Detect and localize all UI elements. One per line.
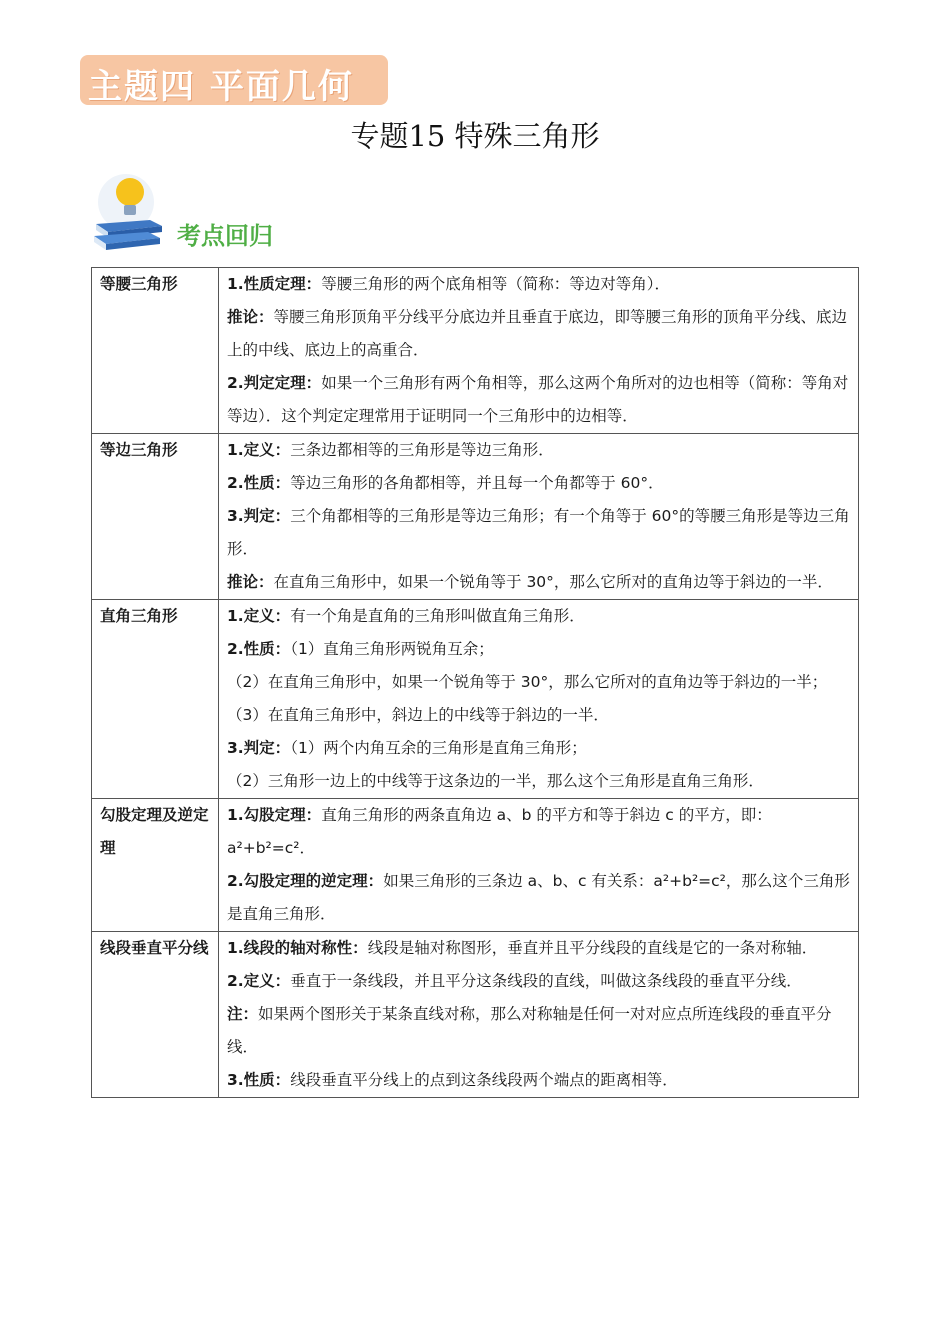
content-cell (219, 268, 859, 434)
list-item: （3）在直角三角形中，斜边上的中线等于斜边的一半． (227, 706, 609, 724)
list-item: 1.性质定理：等腰三角形的两个底角相等（简称：等边对等角）． (227, 275, 670, 293)
table-row (92, 799, 859, 932)
list-item: 2.定义：垂直于一条线段，并且平分这条线段的直线，叫做这条线段的垂直平分线． (227, 972, 802, 990)
list-item: 2.判定定理：如果一个三角形有两个角相等，那么这两个角所对的边也相等（简称：等角对等边）．这个判定定理常用于证明同一个三角形中的边相等． (227, 374, 849, 425)
list-item: 推论：等腰三角形顶角平分线平分底边并且垂直于底边，即等腰三角形的顶角平分线、底边上的中线、底边上的高重合． (227, 308, 848, 359)
table-row (92, 268, 859, 434)
topic-banner-text: 主题四 平面几何 (88, 67, 354, 107)
list-item: 注：如果两个图形关于某条直线对称，那么对称轴是任何一对对应点所连线段的垂直平分线． (227, 1005, 832, 1056)
list-item: （2）在直角三角形中，如果一个锐角等于 30°，那么它所对的直角边等于斜边的一半； (227, 673, 828, 691)
list-item: 1.定义：三条边都相等的三角形是等边三角形． (227, 441, 554, 459)
lightbulb-books-icon (90, 172, 170, 256)
list-item: 1.定义：有一个角是直角的三角形叫做直角三角形． (227, 607, 585, 625)
category-cell: 直角三角形 (92, 600, 219, 799)
content-cell (219, 799, 859, 932)
list-item: 3.性质：线段垂直平分线上的点到这条线段两个端点的距离相等． (227, 1071, 678, 1089)
content-cell (219, 932, 859, 1098)
category-cell: 勾股定理及逆定理 (92, 799, 219, 932)
table-row (92, 932, 859, 1098)
category-cell: 等边三角形 (92, 434, 219, 600)
section-label: 考点回归 (177, 222, 273, 250)
list-item: （2）三角形一边上的中线等于这条边的一半，那么这个三角形是直角三角形． (227, 772, 764, 790)
list-item: 推论：在直角三角形中，如果一个锐角等于 30°，那么它所对的直角边等于斜边的一半． (227, 573, 833, 591)
table-row (92, 600, 859, 799)
list-item: 2.性质：（1）直角三角形两锐角互余； (227, 640, 494, 658)
page-title: 专题15 特殊三角形 (350, 119, 600, 153)
list-item: 3.判定：三个角都相等的三角形是等边三角形；有一个角等于 60°的等腰三角形是等边三角形． (227, 507, 850, 558)
content-cell (219, 434, 859, 600)
category-cell: 等腰三角形 (92, 268, 219, 434)
list-item: 2.勾股定理的逆定理：如果三角形的三条边 a、b、c 有关系：a²+b²=c²，那么这个三角形是直角三角形． (227, 872, 850, 923)
list-item: 1.勾股定理：直角三角形的两条直角边 a、b 的平方和等于斜边 c 的平方，即：a²+b²=c²． (227, 806, 772, 857)
list-item: 2.性质：等边三角形的各角都相等，并且每一个角都等于 60°． (227, 474, 664, 492)
topic-banner (80, 55, 388, 105)
list-item: 3.判定：（1）两个内角互余的三角形是直角三角形； (227, 739, 587, 757)
content-cell (219, 600, 859, 799)
table-row (92, 434, 859, 600)
knowledge-table (91, 267, 859, 1098)
category-cell: 线段垂直平分线 (92, 932, 219, 1098)
list-item: 1.线段的轴对称性：线段是轴对称图形，垂直并且平分线段的直线是它的一条对称轴． (227, 939, 818, 957)
